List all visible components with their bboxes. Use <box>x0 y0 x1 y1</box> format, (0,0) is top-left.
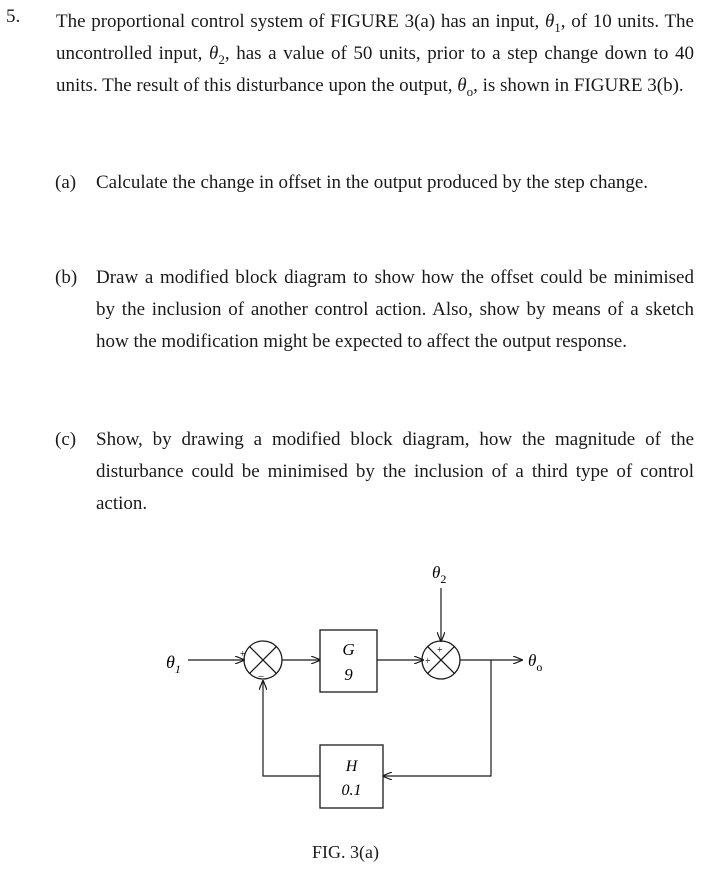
question-intro <box>56 6 694 102</box>
part-b-label: (b) <box>55 267 78 288</box>
summing-junction-1 <box>240 641 282 683</box>
intro-text-3: , has a value of 50 units, prior to a step change down to 40 units. The result of this disturbance upon the output, <box>56 43 695 96</box>
theta2-symbol: θ <box>209 43 219 64</box>
part-b-text: Draw a modified block diagram to show how the offset could be minimised by the inclusion of another control action. Also, show by means of a sketch how the modification might be expected to affect the output response. <box>96 267 694 352</box>
thetao-subscript: o <box>466 83 474 99</box>
sum2-top-plus-sign: + <box>437 645 443 656</box>
intro-text-2: , of 10 units. The uncontrolled input, <box>56 11 694 64</box>
theta1-symbol: θ <box>544 11 555 32</box>
theta1-subscript: 1 <box>554 19 561 35</box>
part-c-label: (c) <box>55 429 77 450</box>
g-block-name: G <box>342 640 355 659</box>
g-block-value: 9 <box>344 665 353 684</box>
feedback-line-to-sum1 <box>263 681 320 776</box>
feedback-gain-block <box>320 745 383 808</box>
summing-junction-2 <box>422 641 460 679</box>
sum1-plus-sign: + <box>240 649 246 660</box>
forward-gain-block <box>320 630 377 692</box>
disturbance-label: $\theta_2$ <box>432 563 447 586</box>
part-c-text: Show, by drawing a modified block diagram, how the magnitude of the disturbance could be minimised by the inclusion of a third type of control action. <box>96 429 694 514</box>
h-block-value: 0.1 <box>341 782 362 799</box>
figure-caption: FIG. 3(a) <box>312 842 379 862</box>
part-a-text: Calculate the change in offset in the output produced by the step change. <box>96 172 649 193</box>
question-number: 5. <box>6 6 21 27</box>
block-diagram <box>0 540 711 884</box>
thetao-symbol: θ <box>457 75 467 96</box>
output-label: $\theta_o$ <box>528 651 543 674</box>
part-a-label: (a) <box>55 172 77 193</box>
input-label: $\theta_1$ <box>166 652 181 676</box>
intro-text-1: The proportional control system of FIGURE 3(a) has an input, <box>56 11 545 32</box>
sum1-minus-sign: − <box>258 671 265 683</box>
sum2-left-plus-sign: + <box>425 656 431 667</box>
intro-text-4: , is shown in FIGURE 3(b). <box>473 75 684 96</box>
h-block-name: H <box>345 758 358 775</box>
theta2-subscript: 2 <box>218 51 225 67</box>
feedback-line-to-h <box>383 660 491 776</box>
